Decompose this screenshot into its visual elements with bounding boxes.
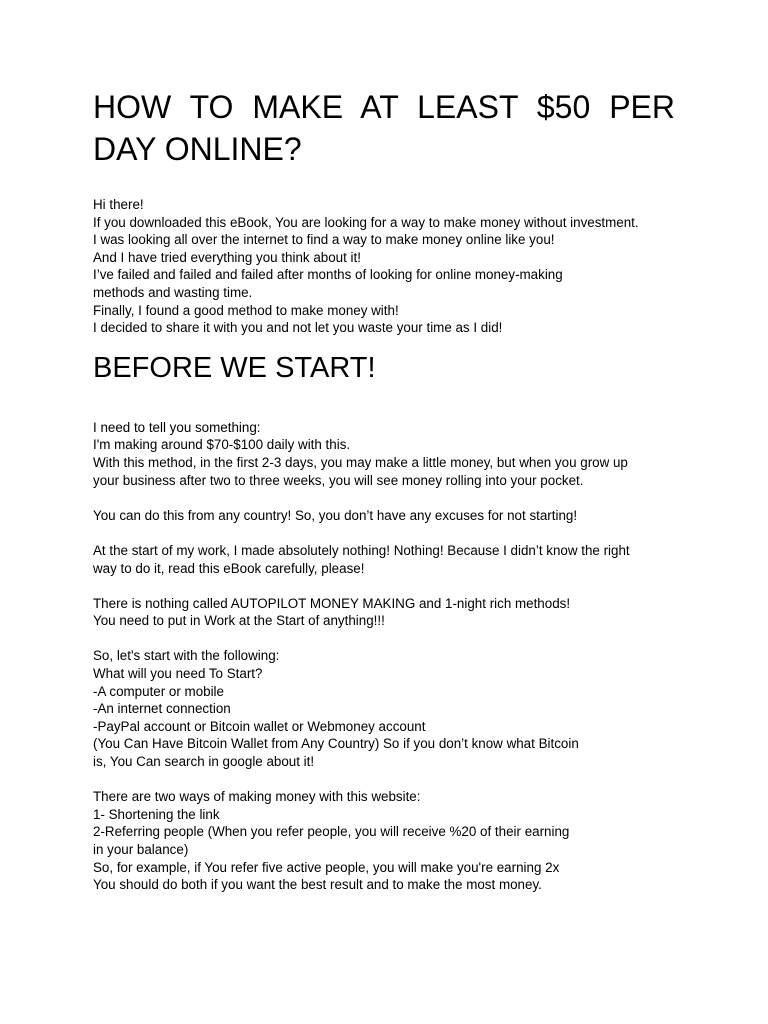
text-line: There are two ways of making money with this website: <box>93 789 421 805</box>
blank-line <box>93 771 675 789</box>
text-line: I'm making around $70-$100 daily with this. <box>93 437 351 453</box>
section-heading: BEFORE WE START! <box>93 351 376 384</box>
text-line: way to do it, read this eBook carefully, please! <box>93 560 365 576</box>
text-line: What will you need To Start? <box>93 666 263 682</box>
text-line: So, let's start with the following: <box>93 648 280 664</box>
text-line: If you downloaded this eBook, You are looking for a way to make money without investment. <box>93 214 639 230</box>
title-line: DAY ONLINE? <box>93 131 302 167</box>
document-page <box>93 86 675 894</box>
text-line: Hi there! <box>93 197 144 212</box>
text-line: I decided to share it with you and not let you waste your time as I did! <box>93 320 503 336</box>
text-line: 2-Referring people (When you refer people, you will receive %20 of their earning <box>93 824 570 840</box>
blank-line <box>93 524 675 542</box>
text-line: And I have tried everything you think about it! <box>93 249 361 265</box>
text-line: Finally, I found a good method to make money with! <box>93 302 399 318</box>
text-line: in your balance) <box>93 842 189 857</box>
text-line: your business after two to three weeks, you will see money rolling into your pocket. <box>93 472 584 488</box>
blank-line <box>93 489 675 507</box>
text-line: I’ve failed and failed and failed after months of looking for online money-making <box>93 267 563 283</box>
text-line: With this method, in the first 2-3 days, you may make a little money, but when you grow up <box>93 454 628 470</box>
text-line: -PayPal account or Bitcoin wallet or Webmoney account <box>93 718 426 734</box>
text-line: I need to tell you something: <box>93 419 261 435</box>
text-line: You can do this from any country! So, you don’t have any excuses for not starting! <box>93 507 578 523</box>
text-line: methods and wasting time. <box>93 284 253 300</box>
text-line: I was looking all over the internet to find a way to make money online like you! <box>93 232 555 248</box>
text-line: You need to put in Work at the Start of anything!!! <box>93 613 385 629</box>
text-line: (You Can Have Bitcoin Wallet from Any Country) So if you don’t know what Bitcoin <box>93 736 579 752</box>
text-line: So, for example, if You refer five active people, you will make you're earning 2x <box>93 859 560 875</box>
text-line: At the start of my work, I made absolutely nothing! Nothing! Because I didn’t know the right <box>93 542 630 558</box>
text-line: is, You Can search in google about it! <box>93 754 315 770</box>
section-body <box>93 419 675 894</box>
title-line: HOW TO MAKE AT LEAST $50 PER <box>93 89 675 125</box>
blank-line <box>93 577 675 595</box>
intro-paragraph <box>93 196 675 337</box>
text-line: 1- Shortening the link <box>93 806 220 822</box>
text-line: -A computer or mobile <box>93 683 224 699</box>
text-line: -An internet connection <box>93 701 231 717</box>
text-line: There is nothing called AUTOPILOT MONEY MAKING and 1-night rich methods! <box>93 595 571 611</box>
text-line: You should do both if you want the best result and to make the most money. <box>93 877 542 893</box>
blank-line <box>93 630 675 648</box>
document-title <box>93 86 675 170</box>
